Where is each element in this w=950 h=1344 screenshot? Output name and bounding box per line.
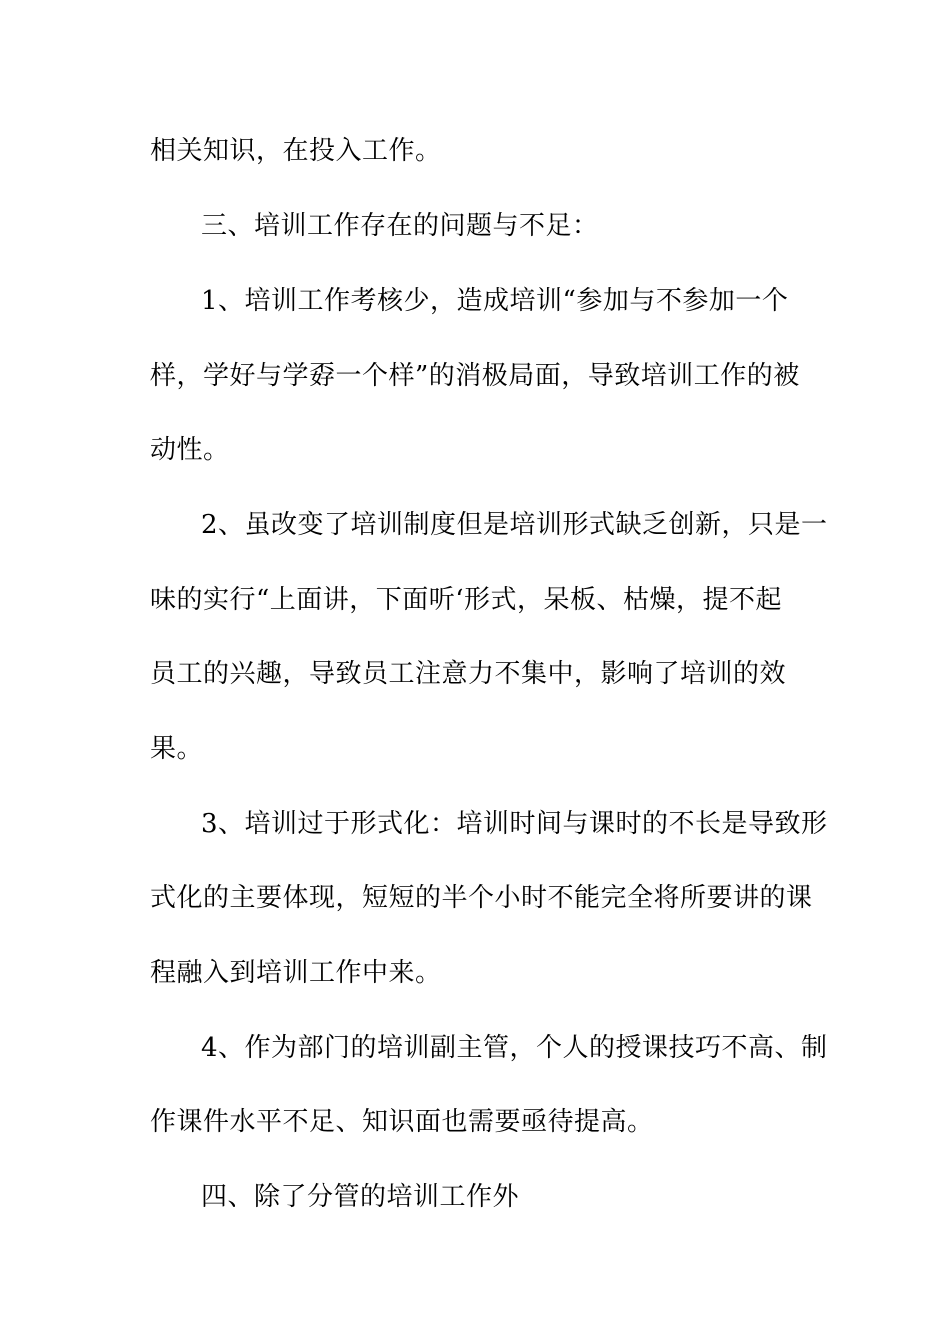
paragraph-line: 动性。 (150, 435, 230, 465)
section-heading: 三、培训工作存在的问题与不足： (201, 211, 599, 241)
paragraph-line: 2、虽改变了培训制度但是培训形式缺乏创新，只是一 (201, 510, 828, 540)
paragraph-line: 4、作为部门的培训副主管，个人的授课技巧不高、制 (201, 1033, 828, 1063)
paragraph-line: 1、培训工作考核少，造成培训“参加与不参加一个 (201, 286, 789, 316)
paragraph-line: 式化的主要体现，短短的半个小时不能完全将所要讲的课 (150, 883, 813, 913)
paragraph-line: 作课件水平不足、知识面也需要亟待提高。 (150, 1107, 654, 1137)
paragraph-line: 样，学好与学孬一个样”的消极局面，导致培训工作的被 (150, 361, 800, 391)
paragraph-line: 员工的兴趣，导致员工注意力不集中，影响了培训的效 (150, 659, 787, 689)
paragraph-line: 3、培训过于形式化：培训时间与课时的不长是导致形 (201, 809, 828, 839)
paragraph-line: 程融入到培训工作中来。 (150, 958, 442, 988)
paragraph-line: 相关知识，在投入工作。 (150, 136, 442, 166)
paragraph-line: 果。 (150, 734, 204, 764)
section-heading: 四、除了分管的培训工作外 (201, 1182, 520, 1212)
paragraph-line: 味的实行“上面讲，下面听‘形式，呆板、枯燥，提不起 (150, 585, 783, 615)
